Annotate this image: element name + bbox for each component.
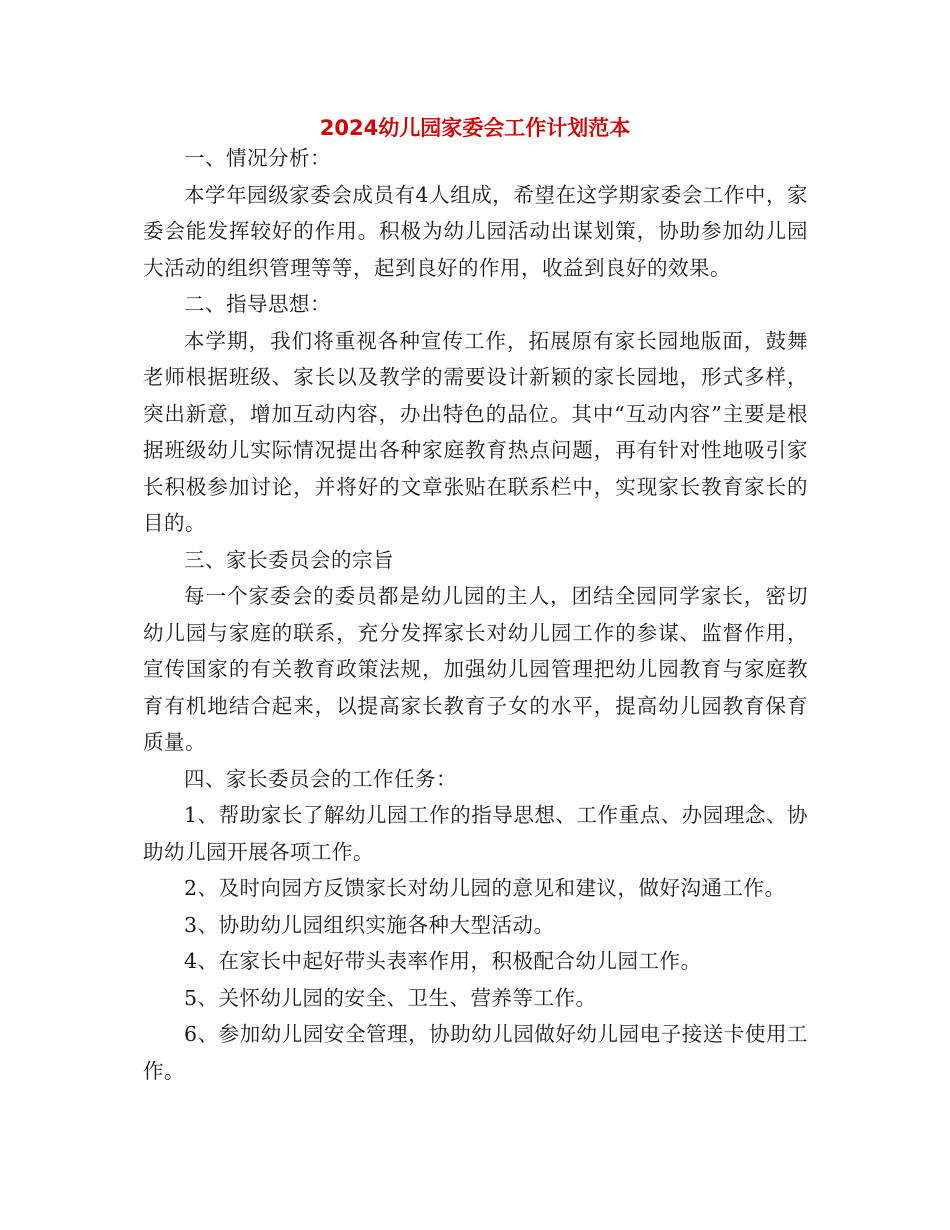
task-item-6: 6、参加幼儿园安全管理，协助幼儿园做好幼儿园电子接送卡使用工作。	[143, 1022, 808, 1083]
section-heading-guiding-thought: 二、指导思想：	[184, 292, 331, 316]
paragraph-purpose: 每一个家委会的委员都是幼儿园的主人，团结全园同学家长，密切幼儿园与家庭的联系，充分发挥家长对幼儿园工作的参谋、监督作用，宣传国家的有关教育政策法规，加强幼儿园管理把幼儿园教育与家庭教育有机地结合起来，以提高家长教育子女的水平，提高幼儿园教育保育质量。	[143, 584, 808, 754]
task-item-2: 2、及时向园方反馈家长对幼儿园的意见和建议，做好沟通工作。	[184, 876, 786, 900]
paragraph-situation-analysis: 本学年园级家委会成员有4人组成，希望在这学期家委会工作中，家委会能发挥较好的作用。积极为幼儿园活动出谋划策，协助参加幼儿园大活动的组织管理等等，起到良好的作用，收益到良好的效果。	[143, 182, 808, 280]
paragraph-guiding-thought: 本学期，我们将重视各种宣传工作，拓展原有家长园地版面，鼓舞老师根据班级、家长以及教学的需要设计新颖的家长园地，形式多样，突出新意，增加互动内容，办出特色的品位。其中“互动内容”主要是根据班级幼儿实际情况提出各种家庭教育热点问题，再有针对性地吸引家长积极参加讨论，并将好的文章张贴在联系栏中，实现家长教育家长的目的。	[143, 328, 808, 535]
section-heading-tasks: 四、家长委员会的工作任务：	[184, 766, 457, 791]
document-title: 2024幼儿园家委会工作计划范本	[319, 116, 631, 140]
task-item-4: 4、在家长中起好带头表率作用，积极配合幼儿园工作。	[184, 949, 702, 973]
document-body	[143, 140, 808, 1089]
task-item-3: 3、协助幼儿园组织实施各种大型活动。	[184, 912, 555, 937]
task-item-5: 5、关怀幼儿园的安全、卫生、营养等工作。	[184, 985, 597, 1010]
task-item-1: 1、帮助家长了解幼儿园工作的指导思想、工作重点、办园理念、协助幼儿园开展各项工作。	[143, 803, 808, 864]
section-heading-situation-analysis: 一、情况分析：	[184, 146, 331, 170]
section-heading-purpose: 三、家长委员会的宗旨	[184, 547, 394, 572]
